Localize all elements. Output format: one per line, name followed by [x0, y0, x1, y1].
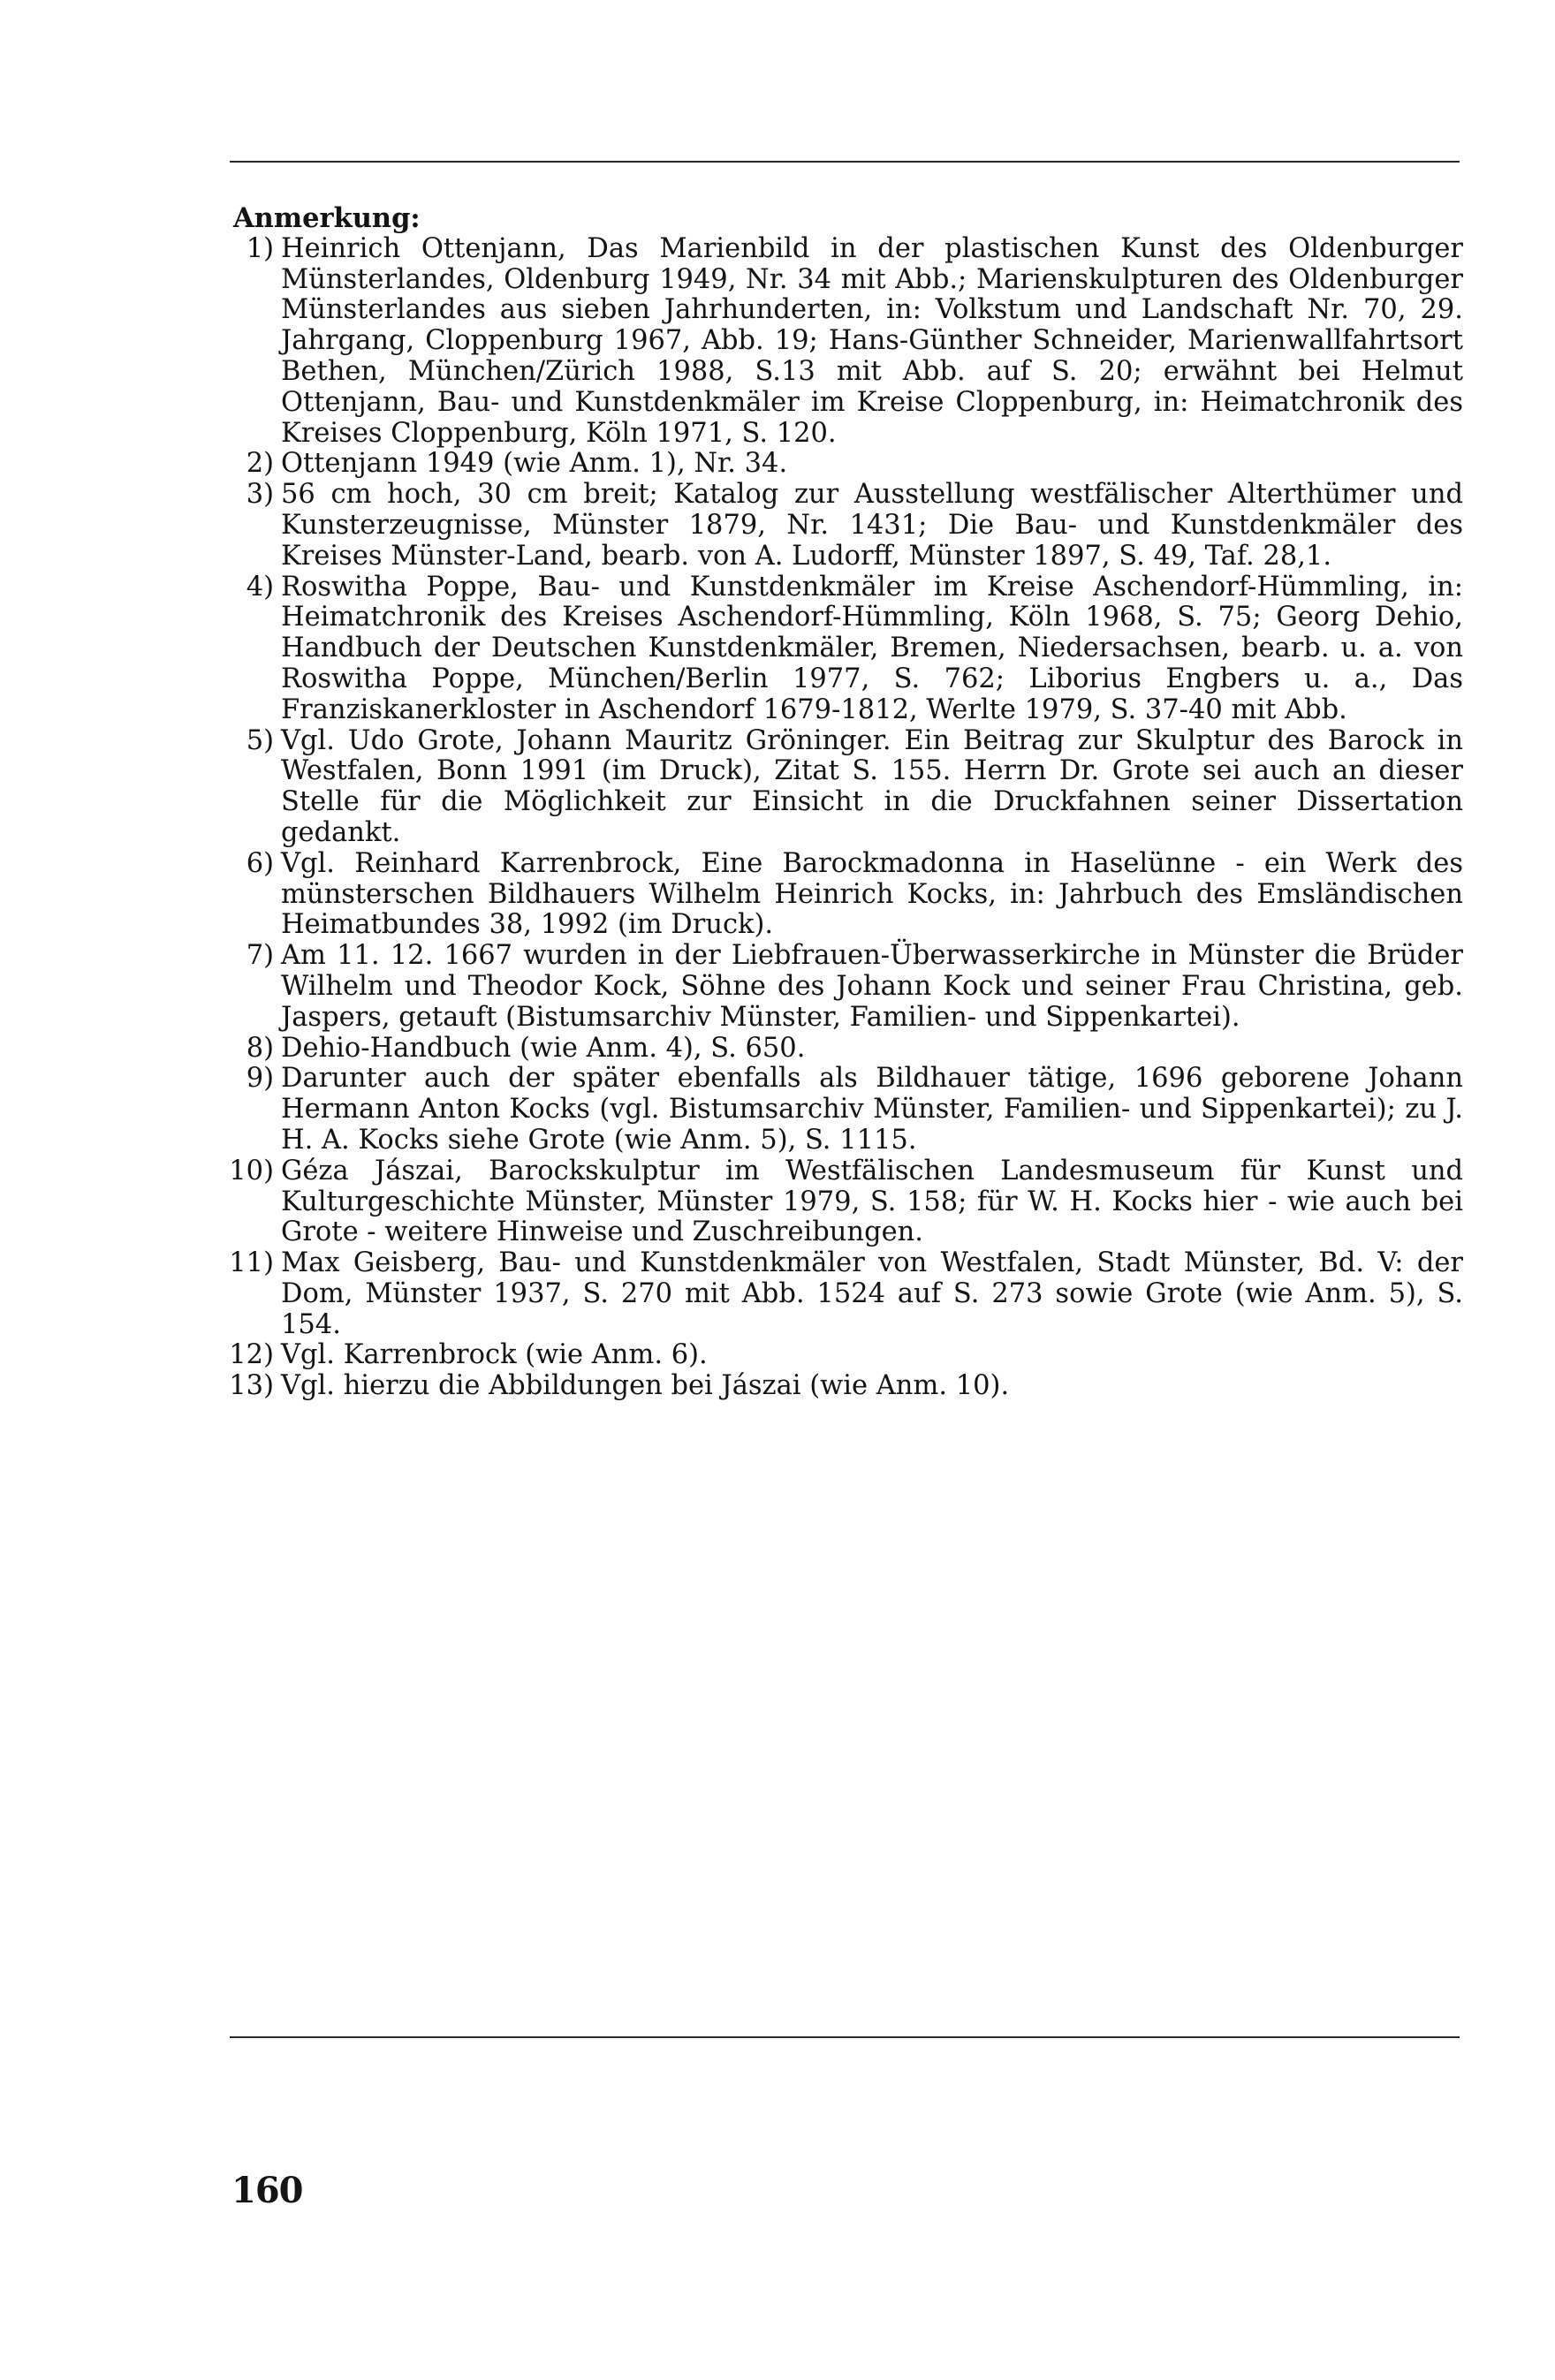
footnote-text: Vgl. hierzu die Abbildungen bei Jászai (wie Anm. 10).	[281, 1370, 1010, 1402]
footnote-text: Géza Jászai, Barockskulptur im Westfälischen Landesmuseum für Kunst und Kulturgeschichte Münster, Münster 1979, S. 158; für W. H. Kocks hier - wie auch bei Grote - weitere Hinweise und Zuschreibungen.	[281, 1155, 1463, 1248]
footnote-text: Dehio-Handbuch (wie Anm. 4), S. 650.	[281, 1032, 806, 1064]
footnote-text: Max Geisberg, Bau- und Kunstdenkmäler von Westfalen, Stadt Münster, Bd. V: der Dom, Münster 1937, S. 270 mit Abb. 1524 auf S. 273 sowie Grote (wie Anm. 5), S. 154.	[281, 1247, 1463, 1340]
footnote-text: Darunter auch der später ebenfalls als Bildhauer tätige, 1696 geborene Johann Hermann Anton Kocks (vgl. Bistumsarchiv Münster, Familien- und Sippenkartei); zu J. H. A. Kocks siehe Grote (wie Anm. 5), S. 1115.	[281, 1063, 1463, 1156]
footnote-number: 4)	[246, 571, 274, 603]
footnote-number: 13)	[229, 1370, 274, 1402]
footnote-number: 3)	[246, 479, 274, 511]
footnote-text: 56 cm hoch, 30 cm breit; Katalog zur Ausstellung westfälischer Alterthümer und Kunsterzeugnisse, Münster 1879, Nr. 1431; Die Bau- und Kunstdenkmäler des Kreises Münster-Land, bearb. von A. Ludorff, Münster 1897, S. 49, Taf. 28,1.	[281, 479, 1463, 572]
footnote-11	[229, 1247, 1463, 1340]
footnote-10	[229, 1155, 1463, 1248]
footnote-3	[233, 480, 1463, 572]
footnote-text: Roswitha Poppe, Bau- und Kunstdenkmäler im Kreise Aschendorf-Hümmling, in: Heimatchronik des Kreises Aschendorf-Hümmling, Köln 1968, S. 75; Georg Dehio, Handbuch der Deutschen Kunstdenkmäler, Bremen, Niedersachsen, bearb. u. a. von Roswitha Poppe, München/Berlin 1977, S. 762; Liborius Engbers u. a., Das Franziskanerkloster in Aschendorf 1679-1812, Werlte 1979, S. 37-40 mit Abb.	[281, 571, 1463, 725]
footnote-12	[229, 1339, 1463, 1371]
footnote-1	[233, 234, 1463, 450]
footnote-7	[233, 941, 1463, 1033]
footnote-number: 2)	[246, 448, 274, 480]
footnote-text: Heinrich Ottenjann, Das Marienbild in der plastischen Kunst des Oldenburger Münsterlandes, Oldenburg 1949, Nr. 34 mit Abb.; Marienskulpturen des Oldenburger Münsterlandes aus sieben Jahrhunderten, in: Volkstum und Landschaft Nr. 70, 29. Jahrgang, Cloppenburg 1967, Abb. 19; Hans-Günther Schneider, Marienwallfahrtsort Bethen, München/Zürich 1988, S.13 mit Abb. auf S. 20; erwähnt bei Helmut Ottenjann, Bau- und Kunstdenkmäler im Kreise Cloppenburg, in: Heimatchronik des Kreises Cloppenburg, Köln 1971, S. 120.	[281, 232, 1463, 449]
footnote-text: Vgl. Karrenbrock (wie Anm. 6).	[281, 1339, 708, 1371]
top-rule	[230, 161, 1460, 163]
footnote-6	[233, 849, 1463, 941]
footnote-number: 5)	[246, 724, 274, 756]
footnotes-section	[229, 202, 1463, 1402]
footnote-text: Am 11. 12. 1667 wurden in der Liebfrauen-Überwasserkirche in Münster die Brüder Wilhelm und Theodor Kock, Söhne des Johann Kock und seiner Frau Christina, geb. Jaspers, getauft (Bistumsarchiv Münster, Familien- und Sippenkartei).	[281, 940, 1463, 1033]
footnote-number: 12)	[229, 1339, 274, 1371]
footnote-number: 7)	[246, 940, 274, 972]
footnote-5	[233, 726, 1463, 849]
footnote-number: 11)	[229, 1247, 274, 1279]
footnote-number: 10)	[229, 1155, 274, 1186]
footnote-13	[229, 1370, 1463, 1402]
footnote-4	[233, 572, 1463, 726]
footnote-text: Ottenjann 1949 (wie Anm. 1), Nr. 34.	[281, 448, 788, 480]
notes-heading: Anmerkung:	[233, 202, 421, 234]
footnote-text: Vgl. Reinhard Karrenbrock, Eine Barockmadonna in Haselünne - ein Werk des münsterschen Bildhauers Wilhelm Heinrich Kocks, in: Jahrbuch des Emsländischen Heimatbundes 38, 1992 (im Druck).	[281, 847, 1463, 941]
footnote-number: 9)	[246, 1063, 274, 1095]
footnote-2	[233, 449, 1463, 480]
bottom-rule	[230, 2036, 1460, 2038]
footnote-number: 8)	[246, 1032, 274, 1064]
page-number: 160	[231, 2170, 303, 2211]
footnote-text: Vgl. Udo Grote, Johann Mauritz Gröninger. Ein Beitrag zur Skulptur des Barock in Westfalen, Bonn 1991 (im Druck), Zitat S. 155. Herrn Dr. Grote sei auch an dieser Stelle für die Möglichkeit zur Einsicht in die Druckfahnen seiner Dissertation gedankt.	[281, 724, 1463, 848]
footnote-number: 1)	[246, 232, 274, 264]
footnote-number: 6)	[246, 847, 274, 879]
footnote-9	[233, 1064, 1463, 1156]
footnote-8	[233, 1034, 1463, 1065]
